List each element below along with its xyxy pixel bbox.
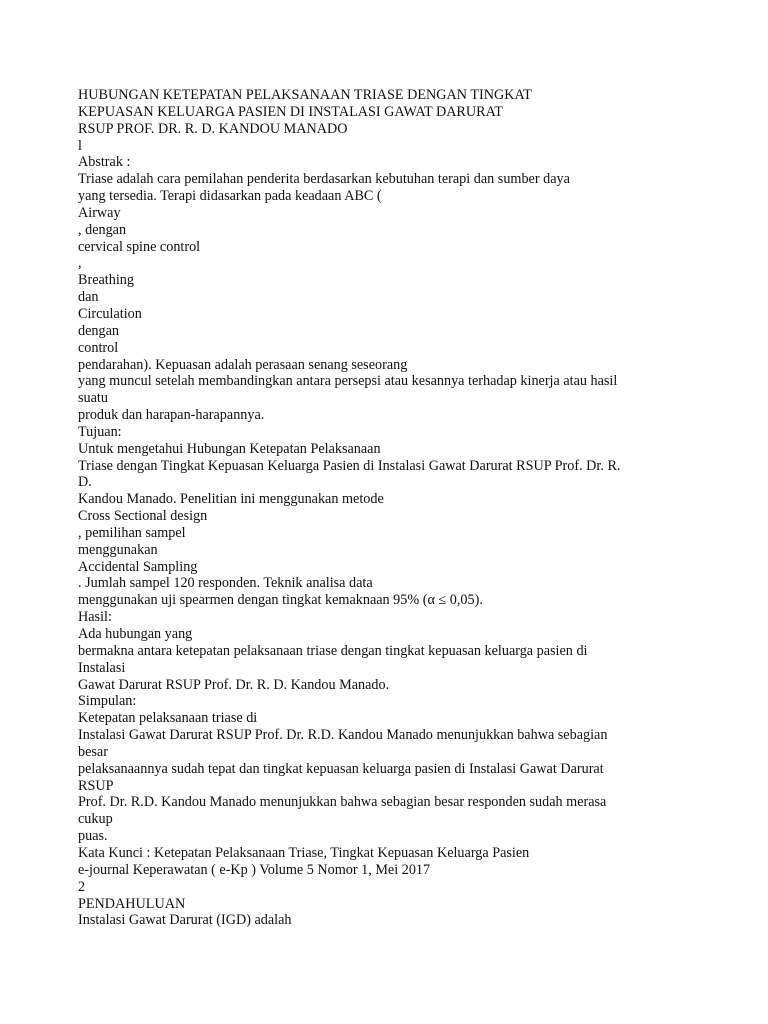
text-line: Triase dengan Tingkat Kepuasan Keluarga Pasien di Instalasi Gawat Darurat RSUP Prof. Dr. R. xyxy=(78,457,621,474)
text-line: , xyxy=(78,255,82,272)
text-line: Simpulan: xyxy=(78,693,137,710)
text-line: yang muncul setelah membandingkan antara persepsi atau kesannya terhadap kinerja atau hasil xyxy=(78,373,618,390)
text-line: l xyxy=(78,137,82,154)
text-line: RSUP xyxy=(78,777,114,794)
text-line: Kandou Manado. Penelitian ini menggunakan metode xyxy=(78,491,384,508)
text-line: Kata Kunci : Ketepatan Pelaksanaan Triase, Tingkat Kepuasan Keluarga Pasien xyxy=(78,844,530,861)
text-line: , dengan xyxy=(78,221,127,238)
text-line: KEPUASAN KELUARGA PASIEN DI INSTALASI GAWAT DARURAT xyxy=(78,103,503,120)
text-line: Circulation xyxy=(78,305,142,322)
text-line: D. xyxy=(78,474,92,491)
text-line: HUBUNGAN KETEPATAN PELAKSANAAN TRIASE DENGAN TINGKAT xyxy=(78,87,532,103)
text-line: bermakna antara ketepatan pelaksanaan triase dengan tingkat kepuasan keluarga pasien di xyxy=(78,642,588,659)
text-line: RSUP PROF. DR. R. D. KANDOU MANADO xyxy=(78,120,348,137)
text-line: Instalasi Gawat Darurat RSUP Prof. Dr. R.D. Kandou Manado menunjukkan bahwa sebagian xyxy=(78,727,608,744)
text-line: suatu xyxy=(78,390,108,407)
text-line: yang tersedia. Terapi didasarkan pada keadaan ABC ( xyxy=(78,188,382,205)
text-line: Gawat Darurat RSUP Prof. Dr. R. D. Kandou Manado. xyxy=(78,676,390,693)
text-line: pelaksanaannya sudah tepat dan tingkat kepuasan keluarga pasien di Instalasi Gawat Darurat xyxy=(78,760,604,777)
text-line: menggunakan uji spearmen dengan tingkat kemaknaan 95% (α ≤ 0,05). xyxy=(78,592,483,609)
text-line: Accidental Sampling xyxy=(78,558,198,575)
text-line: Untuk mengetahui Hubungan Ketepatan Pelaksanaan xyxy=(78,440,381,457)
text-line: Prof. Dr. R.D. Kandou Manado menunjukkan bahwa sebagian besar responden sudah merasa xyxy=(78,794,607,811)
text-line: besar xyxy=(78,743,108,760)
text-line: menggunakan xyxy=(78,541,158,558)
text-line: Breathing xyxy=(78,272,134,289)
text-line: cukup xyxy=(78,811,113,828)
text-line: Hasil: xyxy=(78,609,112,626)
text-line: dan xyxy=(78,289,99,306)
text-line: PENDAHULUAN xyxy=(78,895,186,912)
text-line: pendarahan). Kepuasan adalah perasaan senang seseorang xyxy=(78,356,408,373)
text-line: Abstrak : xyxy=(78,154,131,171)
text-line: Cross Sectional design xyxy=(78,508,208,525)
text-line: produk dan harapan-harapannya. xyxy=(78,407,265,424)
text-line: . Jumlah sampel 120 responden. Teknik analisa data xyxy=(78,575,373,592)
text-line: Triase adalah cara pemilahan penderita berdasarkan kebutuhan terapi dan sumber daya xyxy=(78,171,570,188)
text-line: control xyxy=(78,339,119,356)
text-line: Ketepatan pelaksanaan triase di xyxy=(78,710,258,727)
text-line: Instalasi xyxy=(78,659,126,676)
text-line: , pemilihan sampel xyxy=(78,524,186,541)
text-line: e-journal Keperawatan ( e-Kp ) Volume 5 Nomor 1, Mei 2017 xyxy=(78,861,431,878)
text-line: puas. xyxy=(78,828,108,845)
text-line: dengan xyxy=(78,322,119,339)
text-line: Ada hubungan yang xyxy=(78,626,193,642)
text-line: 2 xyxy=(78,878,86,895)
text-line: cervical spine control xyxy=(78,238,201,255)
document-page xyxy=(78,87,738,929)
text-line: Tujuan: xyxy=(78,423,122,440)
text-line: Airway xyxy=(78,204,121,221)
text-line: Instalasi Gawat Darurat (IGD) adalah xyxy=(78,912,292,929)
